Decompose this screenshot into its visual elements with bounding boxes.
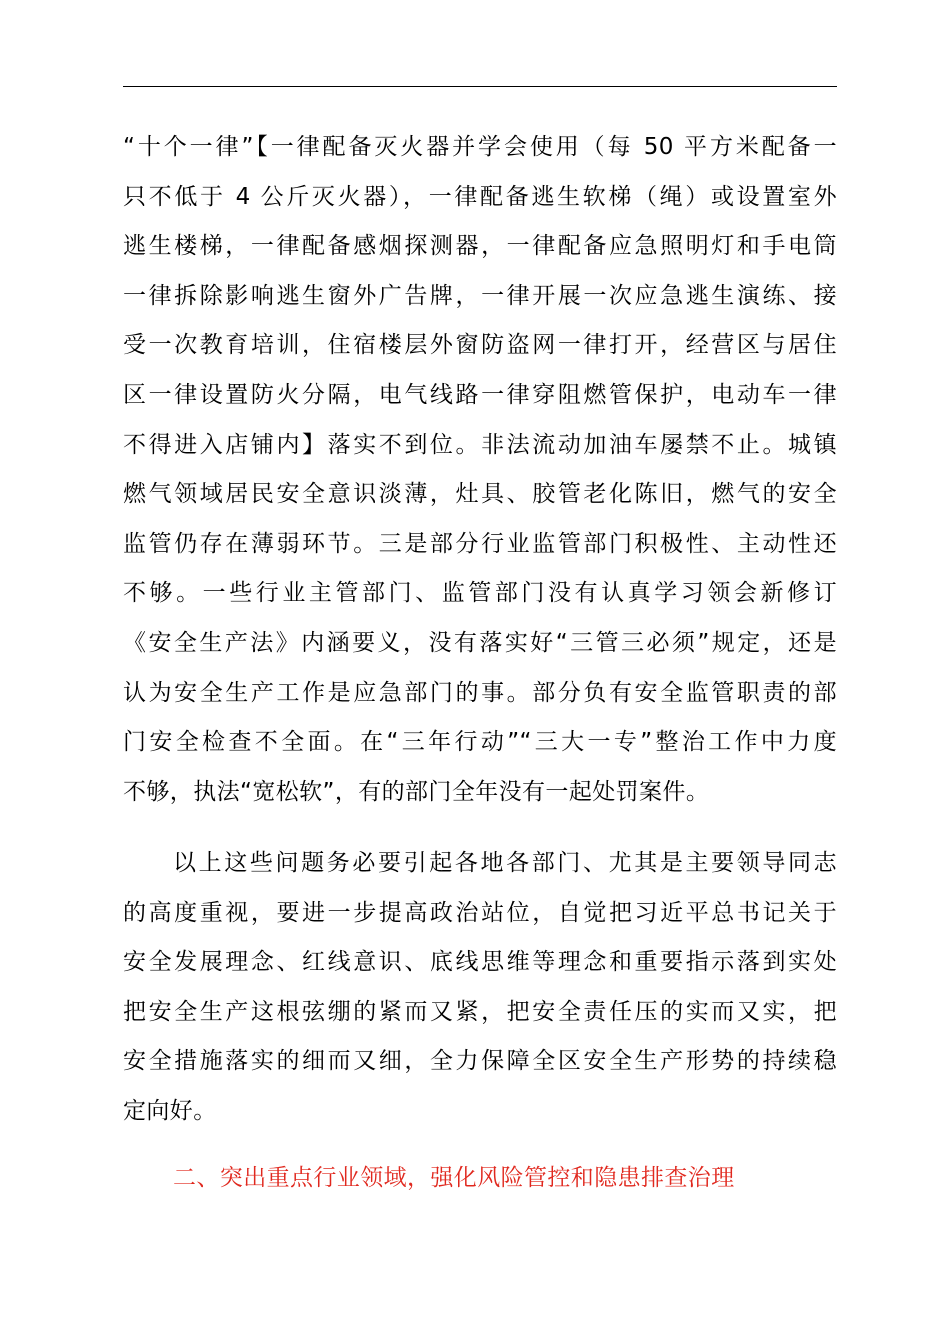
paragraph-line: 监管仍存在薄弱环节。三是部分行业监管部门积极性、主动性还 bbox=[123, 530, 837, 557]
paragraph-line: 定向好。 bbox=[123, 1097, 217, 1124]
paragraph-line: 燃气领域居民安全意识淡薄，灶具、胶管老化陈旧，燃气的安全 bbox=[123, 481, 837, 508]
paragraph-line: 认为安全生产工作是应急部门的事。部分负有安全监管职责的部 bbox=[123, 679, 837, 706]
paragraph-line: 不得进入店铺内】落实不到位。非法流动加油车屡禁不止。城镇 bbox=[123, 431, 837, 458]
paragraph-line: 不够，执法“宽松软”，有的部门全年没有一起处罚案件。 bbox=[123, 778, 710, 805]
paragraph-line: 安全发展理念、红线意识、底线思维等理念和重要指示落到实处 bbox=[123, 949, 837, 976]
paragraph-line: “十个一律”【一律配备灭火器并学会使用（每 50 平方米配备一 bbox=[123, 134, 837, 160]
paragraph-line: 把安全生产这根弦绷的紧而又紧，把安全责任压的实而又实，把 bbox=[123, 998, 837, 1025]
paragraph-line: 门安全检查不全面。在“三年行动”“三大一专”整治工作中力度 bbox=[123, 729, 837, 756]
paragraph-2 bbox=[123, 839, 837, 1137]
paragraph-line: 不够。一些行业主管部门、监管部门没有认真学习领会新修订 bbox=[123, 580, 837, 607]
paragraph-line: 区一律设置防火分隔，电气线路一律穿阻燃管保护，电动车一律 bbox=[123, 381, 837, 408]
paragraph-line: 安全措施落实的细而又细，全力保障全区安全生产形势的持续稳 bbox=[123, 1048, 837, 1075]
paragraph-line: 《安全生产法》内涵要义，没有落实好“三管三必须”规定，还是 bbox=[123, 629, 837, 656]
paragraph-line: 以上这些问题务必要引起各地各部门、尤其是主要领导同志 bbox=[173, 850, 837, 876]
paragraph-1 bbox=[123, 123, 837, 817]
paragraph-line: 受一次教育培训，住宿楼层外窗防盗网一律打开，经营区与居住 bbox=[123, 332, 837, 359]
paragraph-line: 的高度重视，要进一步提高政治站位，自觉把习近平总书记关于 bbox=[123, 899, 837, 926]
paragraph-line: 逃生楼梯，一律配备感烟探测器，一律配备应急照明灯和手电筒 bbox=[123, 233, 837, 260]
header-rule bbox=[123, 86, 837, 87]
section-heading: 二、突出重点行业领域，强化风险管控和隐患排查治理 bbox=[173, 1165, 735, 1191]
paragraph-line: 只不低于 4 公斤灭火器），一律配备逃生软梯（绳）或设置室外 bbox=[123, 183, 837, 210]
paragraph-line: 一律拆除影响逃生窗外广告牌，一律开展一次应急逃生演练、接 bbox=[123, 282, 837, 309]
